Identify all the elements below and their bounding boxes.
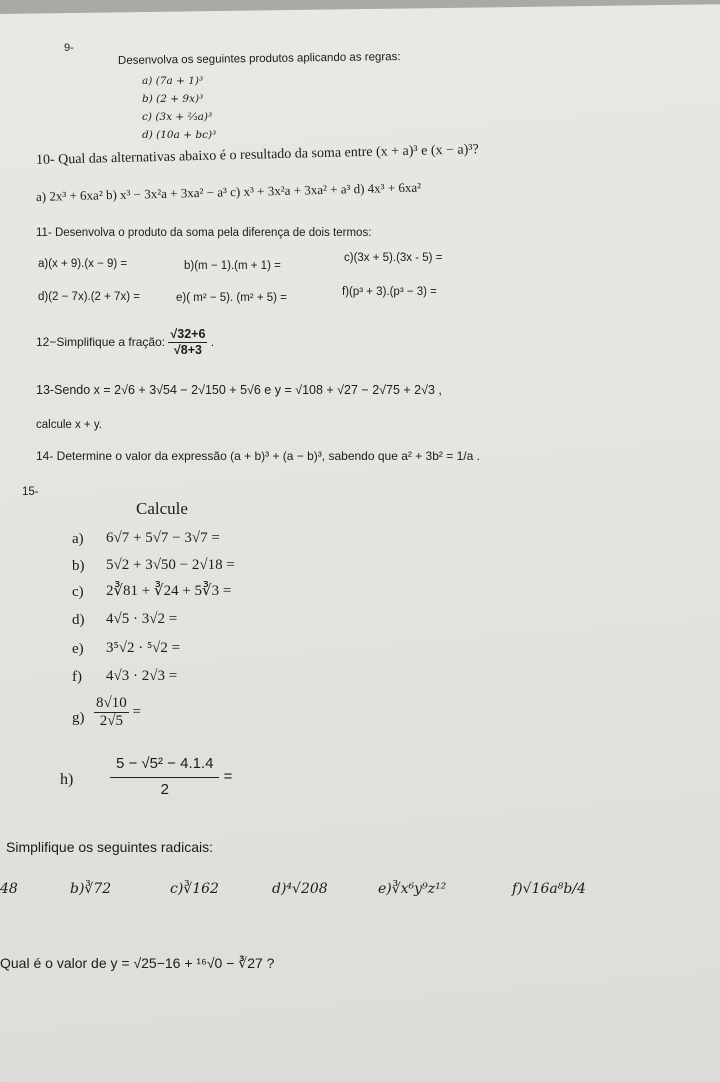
q11-item-e: e)( m² − 5). (m² + 5) = (176, 292, 287, 304)
q15-expr-h (110, 756, 232, 797)
q15-label-c: c) (72, 584, 84, 600)
simplify-item-d: d)⁴√208 (272, 881, 328, 897)
simplify-item-c: c)∛162 (170, 881, 219, 897)
q13-line1: 13-Sendo x = 2√6 + 3√54 − 2√150 + 5√6 e y = √108 + √27 − 2√75 + 2√3 , (36, 383, 442, 397)
q15-expr-e: 3⁵√2 · ⁵√2 = (106, 640, 181, 656)
q15-expr-f: 4√3 · 2√3 = (106, 668, 178, 684)
q11-item-d: d)(2 − 7x).(2 + 7x) = (38, 291, 140, 303)
q15-title: Calcule (136, 499, 188, 518)
q15-expr-d: 4√5 · 3√2 = (106, 611, 178, 627)
q13-line2: calcule x + y. (36, 419, 102, 431)
q15-label-f: f) (72, 669, 82, 685)
q15-number: 15- (22, 486, 39, 498)
q9-item-c: c) (3x + ²⁄₃a)³ (142, 111, 213, 123)
q15-label-d: d) (72, 612, 85, 628)
q12-fraction (168, 328, 207, 356)
last-question: Qual é o valor de y = √25−16 + ¹⁶√0 − ∛27 ? (0, 955, 275, 971)
q12-denominator: √8+3 (173, 342, 202, 357)
q15-expr-g (94, 696, 141, 729)
q10-options: a) 2x³ + 6xa² b) x³ − 3x²a + 3xa² − a³ c) x³ + 3x²a + 3xa² + a³ d) 4x³ + 6xa² (35, 179, 422, 204)
q11-item-a: a)(x + 9).(x − 9) = (38, 258, 128, 270)
q15-expr-c: 2∛81 + ∛24 + 5∛3 = (106, 583, 232, 599)
q15-expr-a: 6√7 + 5√7 − 3√7 = (106, 530, 220, 546)
q12-period: . (210, 335, 215, 349)
q12-label: 12−Simplifique a fração: (36, 335, 166, 349)
q9-title: Desenvolva os seguintes produtos aplicando as regras: (117, 51, 401, 67)
q9-number: 9- (64, 42, 74, 54)
simplify-item-e: e)∛x⁶y⁹z¹² (378, 881, 447, 897)
q11-item-b: b)(m − 1).(m + 1) = (184, 260, 281, 272)
q15-label-h: h) (60, 771, 74, 788)
q9-item-a: a) (7a + 1)³ (142, 75, 204, 87)
q10-title: 10- Qual das alternativas abaixo é o resultado da soma entre (x + a)³ e (x − a)³? (35, 142, 479, 168)
simplify-item-b: b)∛72 (70, 881, 112, 897)
q15-h-numerator: 5 − √5² − 4.1.4 (110, 756, 219, 778)
q11-item-c: c)(3x + 5).(3x - 5) = (344, 252, 443, 264)
q12-numerator: √32+6 (170, 327, 206, 341)
q15-label-b: b) (72, 558, 85, 574)
simplify-title: Simplifique os seguintes radicais: (6, 839, 213, 855)
q12-question (36, 328, 214, 356)
q14-text: 14- Determine o valor da expressão (a + b)³ + (a − b)³, sabendo que a² + 3b² = 1/a . (36, 449, 480, 463)
simplify-item-a: 48 (0, 881, 18, 897)
q9-item-b: b) (2 + 9x)³ (142, 93, 204, 105)
q15-h-equals: = (223, 768, 233, 785)
q9-item-d: d) (10a + bc)³ (142, 129, 217, 141)
q11-title: 11- Desenvolva o produto da soma pela diferença de dois termos: (36, 227, 372, 239)
q15-g-fraction (94, 696, 129, 729)
q15-label-g: g) (72, 710, 85, 726)
q15-label-e: e) (72, 641, 84, 657)
q15-g-denominator: 2√5 (99, 713, 123, 729)
q15-g-equals: = (132, 704, 141, 720)
q15-g-numerator: 8√10 (96, 695, 127, 711)
q15-h-denominator: 2 (160, 781, 169, 798)
simplify-item-f: f)√16a⁸b/4 (512, 881, 586, 897)
q15-label-a: a) (72, 531, 84, 547)
q15-h-fraction (110, 756, 219, 797)
q15-expr-b: 5√2 + 3√50 − 2√18 = (106, 557, 235, 573)
q11-item-f: f)(p³ + 3).(p³ − 3) = (342, 286, 437, 298)
